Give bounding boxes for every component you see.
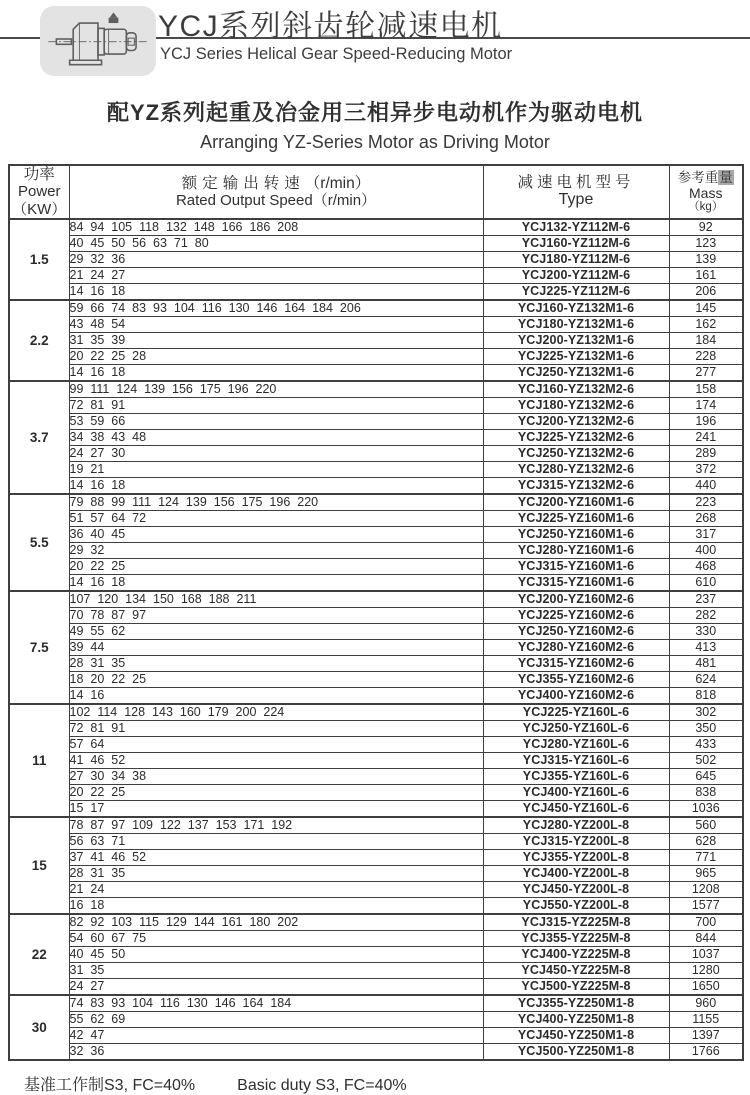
mass-cell: 158 — [669, 381, 743, 398]
speed-cell: 20 22 25 28 — [69, 348, 483, 364]
speed-cell: 37 41 46 52 — [69, 849, 483, 865]
speed-cell: 28 31 35 — [69, 865, 483, 881]
speed-cell: 27 30 34 38 — [69, 768, 483, 784]
mass-cell: 965 — [669, 865, 743, 881]
mass-cell: 330 — [669, 623, 743, 639]
speed-cell: 29 32 — [69, 542, 483, 558]
mass-cell: 502 — [669, 752, 743, 768]
mass-cell: 1766 — [669, 1043, 743, 1060]
mass-cell: 468 — [669, 558, 743, 574]
table-row — [9, 235, 743, 251]
mass-cell: 960 — [669, 995, 743, 1012]
table-row — [9, 768, 743, 784]
type-cell: YCJ200-YZ160M1-6 — [483, 494, 669, 511]
spec-table — [8, 164, 744, 1061]
speed-cell: 15 17 — [69, 800, 483, 817]
table-row — [9, 881, 743, 897]
speed-cell: 56 63 71 — [69, 833, 483, 849]
table-row — [9, 445, 743, 461]
page-header — [0, 0, 750, 84]
speed-cell: 55 62 69 — [69, 1011, 483, 1027]
type-cell: YCJ355-YZ225M-8 — [483, 930, 669, 946]
table-row — [9, 348, 743, 364]
type-cell: YCJ400-YZ200L-8 — [483, 865, 669, 881]
table-row — [9, 267, 743, 283]
table-row — [9, 946, 743, 962]
mass-cell: 560 — [669, 817, 743, 834]
power-cell: 11 — [9, 704, 69, 817]
mass-cell: 317 — [669, 526, 743, 542]
table-row — [9, 607, 743, 623]
type-cell: YCJ250-YZ132M1-6 — [483, 364, 669, 381]
table-row — [9, 752, 743, 768]
mass-cell: 372 — [669, 461, 743, 477]
table-row — [9, 591, 743, 608]
table-row — [9, 833, 743, 849]
mass-cell: 206 — [669, 283, 743, 300]
speed-cell: 74 83 93 104 116 130 146 164 184 — [69, 995, 483, 1012]
type-cell: YCJ280-YZ160M2-6 — [483, 639, 669, 655]
mass-cell: 440 — [669, 477, 743, 494]
type-cell: YCJ355-YZ160M2-6 — [483, 671, 669, 687]
type-cell: YCJ132-YZ112M-6 — [483, 219, 669, 236]
power-column-header: 功率 Power （KW） — [9, 165, 69, 219]
mass-cell: 481 — [669, 655, 743, 671]
table-row — [9, 542, 743, 558]
speed-cell: 43 48 54 — [69, 316, 483, 332]
mass-cell: 145 — [669, 300, 743, 317]
speed-cell: 84 94 105 118 132 148 166 186 208 — [69, 219, 483, 236]
page-title-english: YCJ Series Helical Gear Speed-Reducing Motor — [160, 45, 513, 63]
type-cell: YCJ500-YZ250M1-8 — [483, 1043, 669, 1060]
table-row — [9, 316, 743, 332]
table-row — [9, 283, 743, 300]
speed-cell: 28 31 35 — [69, 655, 483, 671]
type-cell: YCJ450-YZ225M-8 — [483, 962, 669, 978]
table-row — [9, 364, 743, 381]
speed-cell: 54 60 67 75 — [69, 930, 483, 946]
type-cell: YCJ280-YZ160L-6 — [483, 736, 669, 752]
gear-motor-icon — [46, 8, 150, 75]
table-row — [9, 655, 743, 671]
table-row — [9, 800, 743, 817]
type-cell: YCJ355-YZ250M1-8 — [483, 995, 669, 1012]
table-row — [9, 995, 743, 1012]
table-row — [9, 1043, 743, 1060]
type-cell: YCJ225-YZ132M2-6 — [483, 429, 669, 445]
speed-cell: 41 46 52 — [69, 752, 483, 768]
table-row — [9, 381, 743, 398]
table-row — [9, 251, 743, 267]
power-cell: 7.5 — [9, 591, 69, 704]
mass-cell: 282 — [669, 607, 743, 623]
table-row — [9, 671, 743, 687]
type-cell: YCJ450-YZ250M1-8 — [483, 1027, 669, 1043]
type-cell: YCJ280-YZ132M2-6 — [483, 461, 669, 477]
mass-cell: 139 — [669, 251, 743, 267]
type-cell: YCJ315-YZ160M1-6 — [483, 574, 669, 591]
mass-cell: 162 — [669, 316, 743, 332]
speed-cell: 21 24 27 — [69, 267, 483, 283]
type-cell: YCJ225-YZ160L-6 — [483, 704, 669, 721]
speed-cell: 14 16 18 — [69, 364, 483, 381]
table-row — [9, 558, 743, 574]
duty-footnote-english: Basic duty S3, FC=40% — [237, 1076, 407, 1094]
type-cell: YCJ160-YZ132M2-6 — [483, 381, 669, 398]
table-row — [9, 332, 743, 348]
mass-cell: 645 — [669, 768, 743, 784]
speed-cell: 102 114 128 143 160 179 200 224 — [69, 704, 483, 721]
type-cell: YCJ315-YZ225M-8 — [483, 914, 669, 931]
speed-cell: 21 24 — [69, 881, 483, 897]
type-cell: YCJ500-YZ225M-8 — [483, 978, 669, 995]
type-cell: YCJ280-YZ200L-8 — [483, 817, 669, 834]
mass-cell: 268 — [669, 510, 743, 526]
type-cell: YCJ250-YZ132M2-6 — [483, 445, 669, 461]
type-cell: YCJ315-YZ160M2-6 — [483, 655, 669, 671]
mass-cell: 223 — [669, 494, 743, 511]
mass-cell: 838 — [669, 784, 743, 800]
duty-footnote-chinese: 基准工作制S3, FC=40% — [24, 1076, 196, 1094]
speed-cell: 39 44 — [69, 639, 483, 655]
mass-cell: 433 — [669, 736, 743, 752]
spec-table-header — [9, 165, 743, 219]
mass-cell: 610 — [669, 574, 743, 591]
page-title: YCJ系列斜齿轮减速电机 — [158, 10, 503, 43]
mass-cell: 123 — [669, 235, 743, 251]
mass-cell: 161 — [669, 267, 743, 283]
table-row — [9, 978, 743, 995]
speed-cell: 42 47 — [69, 1027, 483, 1043]
type-cell: YCJ450-YZ200L-8 — [483, 881, 669, 897]
table-row — [9, 720, 743, 736]
table-row — [9, 1011, 743, 1027]
speed-cell: 31 35 — [69, 962, 483, 978]
speed-cell: 32 36 — [69, 1043, 483, 1060]
table-row — [9, 704, 743, 721]
table-row — [9, 817, 743, 834]
type-cell: YCJ200-YZ132M2-6 — [483, 413, 669, 429]
type-cell: YCJ355-YZ200L-8 — [483, 849, 669, 865]
type-cell: YCJ550-YZ200L-8 — [483, 897, 669, 914]
mass-cell: 771 — [669, 849, 743, 865]
mass-cell: 1155 — [669, 1011, 743, 1027]
mass-cell: 1208 — [669, 881, 743, 897]
mass-cell: 1650 — [669, 978, 743, 995]
type-cell: YCJ250-YZ160M2-6 — [483, 623, 669, 639]
mass-cell: 844 — [669, 930, 743, 946]
table-row — [9, 687, 743, 704]
table-row — [9, 784, 743, 800]
table-row — [9, 849, 743, 865]
mass-column-header: 参考重量 Mass （kg） — [669, 165, 743, 219]
type-cell: YCJ200-YZ160M2-6 — [483, 591, 669, 608]
mass-cell: 1397 — [669, 1027, 743, 1043]
mass-cell: 1036 — [669, 800, 743, 817]
type-cell: YCJ250-YZ160M1-6 — [483, 526, 669, 542]
table-row — [9, 962, 743, 978]
speed-cell: 53 59 66 — [69, 413, 483, 429]
type-column-header: 减速电机型号 Type — [483, 165, 669, 219]
speed-cell: 79 88 99 111 124 139 156 175 196 220 — [69, 494, 483, 511]
speed-cell: 59 66 74 83 93 104 116 130 146 164 184 206 — [69, 300, 483, 317]
mass-cell: 92 — [669, 219, 743, 236]
type-cell: YCJ400-YZ225M-8 — [483, 946, 669, 962]
mass-cell: 241 — [669, 429, 743, 445]
table-row — [9, 413, 743, 429]
mass-cell: 350 — [669, 720, 743, 736]
mass-cell: 624 — [669, 671, 743, 687]
type-cell: YCJ315-YZ160L-6 — [483, 752, 669, 768]
mass-cell: 1280 — [669, 962, 743, 978]
table-row — [9, 1027, 743, 1043]
section-subtitle-english: Arranging YZ-Series Motor as Driving Motor — [200, 132, 550, 152]
type-cell: YCJ225-YZ112M-6 — [483, 283, 669, 300]
type-cell: YCJ315-YZ132M2-6 — [483, 477, 669, 494]
speed-cell: 24 27 — [69, 978, 483, 995]
speed-cell: 19 21 — [69, 461, 483, 477]
table-row — [9, 397, 743, 413]
type-cell: YCJ355-YZ160L-6 — [483, 768, 669, 784]
speed-cell: 82 92 103 115 129 144 161 180 202 — [69, 914, 483, 931]
power-cell: 2.2 — [9, 300, 69, 381]
power-cell: 5.5 — [9, 494, 69, 591]
type-cell: YCJ400-YZ160M2-6 — [483, 687, 669, 704]
mass-cell: 228 — [669, 348, 743, 364]
speed-column-header: 额定输出转速（r/min） Rated Output Speed（r/min） — [69, 165, 483, 219]
speed-cell: 51 57 64 72 — [69, 510, 483, 526]
table-row — [9, 477, 743, 494]
table-row — [9, 510, 743, 526]
table-row — [9, 494, 743, 511]
type-cell: YCJ180-YZ112M-6 — [483, 251, 669, 267]
table-row — [9, 574, 743, 591]
table-row — [9, 623, 743, 639]
speed-cell: 29 32 36 — [69, 251, 483, 267]
mass-cell: 184 — [669, 332, 743, 348]
speed-cell: 14 16 18 — [69, 574, 483, 591]
mass-cell: 413 — [669, 639, 743, 655]
table-row — [9, 914, 743, 931]
mass-cell: 237 — [669, 591, 743, 608]
mass-cell: 289 — [669, 445, 743, 461]
mass-cell: 174 — [669, 397, 743, 413]
mass-cell: 1037 — [669, 946, 743, 962]
table-row — [9, 219, 743, 236]
table-row — [9, 429, 743, 445]
mass-cell: 302 — [669, 704, 743, 721]
speed-cell: 72 81 91 — [69, 720, 483, 736]
type-cell: YCJ280-YZ160M1-6 — [483, 542, 669, 558]
speed-cell: 24 27 30 — [69, 445, 483, 461]
table-row — [9, 639, 743, 655]
table-row — [9, 930, 743, 946]
power-cell: 15 — [9, 817, 69, 914]
mass-cell: 700 — [669, 914, 743, 931]
power-cell: 3.7 — [9, 381, 69, 494]
power-cell: 1.5 — [9, 219, 69, 300]
mass-cell: 400 — [669, 542, 743, 558]
power-cell: 22 — [9, 914, 69, 995]
speed-cell: 72 81 91 — [69, 397, 483, 413]
mass-cell: 196 — [669, 413, 743, 429]
type-cell: YCJ180-YZ132M1-6 — [483, 316, 669, 332]
mass-cell: 277 — [669, 364, 743, 381]
speed-cell: 40 45 50 — [69, 946, 483, 962]
type-cell: YCJ200-YZ112M-6 — [483, 267, 669, 283]
mass-cell: 818 — [669, 687, 743, 704]
type-cell: YCJ225-YZ132M1-6 — [483, 348, 669, 364]
type-cell: YCJ450-YZ160L-6 — [483, 800, 669, 817]
speed-cell: 34 38 43 48 — [69, 429, 483, 445]
power-cell: 30 — [9, 995, 69, 1060]
mass-cell: 1577 — [669, 897, 743, 914]
type-cell: YCJ160-YZ132M1-6 — [483, 300, 669, 317]
table-row — [9, 300, 743, 317]
speed-cell: 40 45 50 56 63 71 80 — [69, 235, 483, 251]
section-subtitle: 配YZ系列起重及冶金用三相异步电动机作为驱动电机 — [106, 100, 644, 125]
speed-cell: 20 22 25 — [69, 784, 483, 800]
speed-cell: 99 111 124 139 156 175 196 220 — [69, 381, 483, 398]
type-cell: YCJ400-YZ250M1-8 — [483, 1011, 669, 1027]
table-row — [9, 865, 743, 881]
type-cell: YCJ180-YZ132M2-6 — [483, 397, 669, 413]
speed-cell: 14 16 — [69, 687, 483, 704]
logo-badge — [40, 6, 156, 76]
type-cell: YCJ250-YZ160L-6 — [483, 720, 669, 736]
speed-cell: 20 22 25 — [69, 558, 483, 574]
speed-cell: 107 120 134 150 168 188 211 — [69, 591, 483, 608]
duty-footnote — [0, 1072, 750, 1095]
type-cell: YCJ160-YZ112M-6 — [483, 235, 669, 251]
speed-cell: 14 16 18 — [69, 477, 483, 494]
table-row — [9, 897, 743, 914]
type-cell: YCJ400-YZ160L-6 — [483, 784, 669, 800]
table-row — [9, 526, 743, 542]
speed-cell: 16 18 — [69, 897, 483, 914]
speed-cell: 14 16 18 — [69, 283, 483, 300]
table-row — [9, 461, 743, 477]
mass-cell: 628 — [669, 833, 743, 849]
speed-cell: 57 64 — [69, 736, 483, 752]
speed-cell: 78 87 97 109 122 137 153 171 192 — [69, 817, 483, 834]
type-cell: YCJ225-YZ160M2-6 — [483, 607, 669, 623]
type-cell: YCJ225-YZ160M1-6 — [483, 510, 669, 526]
spec-table-body — [9, 219, 743, 1060]
table-row — [9, 736, 743, 752]
speed-cell: 31 35 39 — [69, 332, 483, 348]
type-cell: YCJ200-YZ132M1-6 — [483, 332, 669, 348]
speed-cell: 49 55 62 — [69, 623, 483, 639]
speed-cell: 36 40 45 — [69, 526, 483, 542]
type-cell: YCJ315-YZ200L-8 — [483, 833, 669, 849]
speed-cell: 18 20 22 25 — [69, 671, 483, 687]
type-cell: YCJ315-YZ160M1-6 — [483, 558, 669, 574]
speed-cell: 70 78 87 97 — [69, 607, 483, 623]
